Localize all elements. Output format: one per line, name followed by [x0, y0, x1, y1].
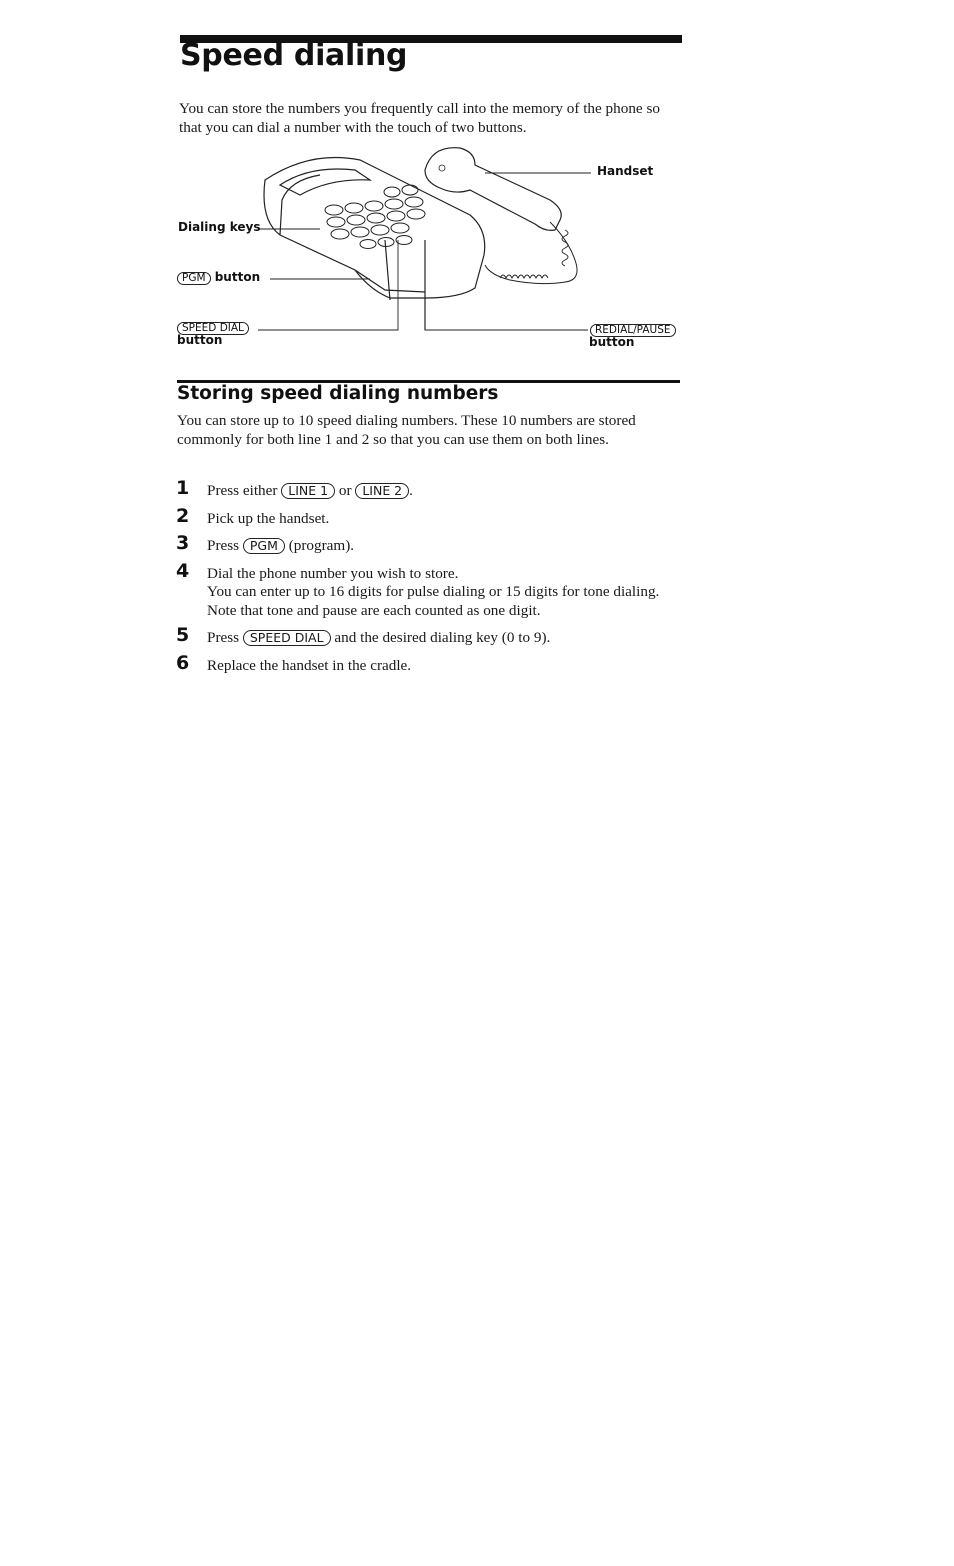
step-note: You can enter up to 16 digits for pulse dialing or 15 digits for tone dialing. Note that tone and pause are each counted as one digit. [207, 583, 660, 619]
step-6 [176, 651, 686, 676]
step-number: 6 [176, 651, 190, 674]
step-number: 3 [176, 532, 190, 554]
redial-pause-key-glyph: REDIAL/PAUSE [590, 324, 676, 337]
step-number: 1 [176, 477, 190, 499]
pgm-button-label [177, 270, 260, 285]
speed-dial-button-suffix: button [177, 333, 223, 347]
step-text: Dial the phone number you wish to store. [207, 564, 459, 582]
step-text: Press [207, 537, 240, 554]
step-text: (program). [288, 537, 355, 554]
phone-diagram [170, 140, 690, 355]
handset-label: Handset [597, 164, 654, 178]
section-title: Storing speed dialing numbers [177, 383, 499, 404]
section-body: You can store up to 10 speed dialing numbers. These 10 numbers are stored commonly for both line 1 and 2 so that you can use them on both lines. [177, 412, 636, 448]
step-3 [176, 532, 686, 556]
intro-paragraph: You can store the numbers you frequently call into the memory of the phone so that you can dial a number with the touch of two buttons. [179, 100, 660, 136]
step-text: Replace the handset in the cradle. [207, 656, 412, 674]
step-text: and the desired dialing key (0 to 9). [334, 629, 551, 646]
speed-dial-key-glyph: SPEED DIAL [177, 322, 249, 335]
step-5 [176, 624, 686, 648]
line-1-key-glyph: LINE 1 [281, 483, 335, 499]
page-title: Speed dialing [180, 38, 408, 73]
step-1 [176, 477, 686, 501]
step-4 [176, 559, 686, 621]
pgm-key-glyph: PGM [177, 272, 211, 285]
steps-list [176, 477, 686, 675]
step-text: Press either [207, 482, 278, 499]
line-2-key-glyph: LINE 2 [355, 483, 409, 499]
step-text: . [409, 482, 413, 499]
step-text: Pick up the handset. [207, 509, 330, 527]
redial-pause-button-suffix: button [589, 335, 635, 349]
step-2 [176, 504, 686, 529]
step-number: 4 [176, 559, 190, 582]
step-number: 5 [176, 624, 190, 646]
speed-dial-key-glyph: SPEED DIAL [243, 630, 331, 646]
dialing-keys-label: Dialing keys [178, 220, 261, 234]
pgm-button-suffix: button [214, 270, 261, 284]
pgm-key-glyph: PGM [243, 538, 285, 554]
step-text: Press [207, 629, 240, 646]
step-text: or [338, 482, 352, 499]
step-number: 2 [176, 504, 190, 527]
